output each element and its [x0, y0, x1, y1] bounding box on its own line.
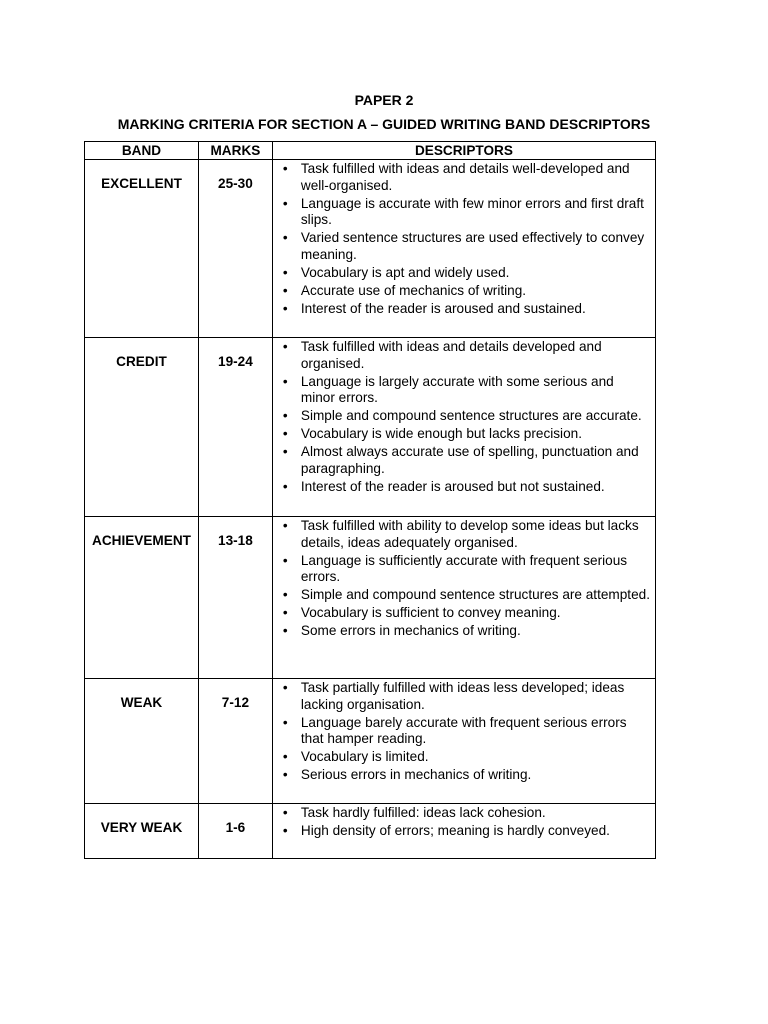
- band-cell: [85, 517, 199, 679]
- descriptor-item: • Language barely accurate with frequent serious errors that hamper reading.: [273, 715, 651, 748]
- descriptor-item: • Interest of the reader is aroused but not sustained.: [273, 479, 651, 496]
- descriptor-item: • Some errors in mechanics of writing.: [273, 623, 651, 640]
- marks-range: 25-30: [218, 176, 253, 191]
- descriptors-cell: [272, 804, 655, 859]
- descriptor-item: • Simple and compound sentence structures are accurate.: [273, 408, 651, 425]
- table-row: [85, 517, 656, 679]
- descriptors-cell: [272, 517, 655, 679]
- descriptor-item: • Varied sentence structures are used effectively to convey meaning.: [273, 230, 651, 263]
- band-label: EXCELLENT: [101, 176, 182, 191]
- descriptor-item: • Vocabulary is limited.: [273, 749, 651, 766]
- marks-range: 7-12: [221, 695, 250, 710]
- band-label: WEAK: [120, 695, 163, 710]
- marks-cell: [198, 804, 272, 859]
- marks-range: 13-18: [218, 533, 253, 548]
- descriptors-cell: [272, 338, 655, 517]
- descriptor-item: • High density of errors; meaning is hardly conveyed.: [273, 823, 651, 840]
- band-cell: [85, 338, 199, 517]
- descriptor-item: • Language is accurate with few minor errors and first draft slips.: [273, 196, 651, 229]
- descriptor-list: [273, 679, 655, 791]
- descriptor-item: • Task fulfilled with ability to develop some ideas but lacks details, ideas adequately organised.: [273, 518, 651, 551]
- descriptor-item: • Almost always accurate use of spelling, punctuation and paragraphing.: [273, 444, 651, 477]
- descriptor-item: • Language is sufficiently accurate with frequent serious errors.: [273, 553, 651, 586]
- paper-title: PAPER 2: [354, 92, 414, 108]
- marks-cell: [198, 160, 272, 338]
- table-row: [85, 338, 656, 517]
- table-row: [85, 679, 656, 804]
- marks-range: 1-6: [225, 820, 246, 835]
- table-header-row: [85, 142, 656, 160]
- marks-cell: [198, 517, 272, 679]
- descriptor-item: • Task hardly fulfilled: ideas lack cohesion.: [273, 805, 651, 822]
- column-header-marks: MARKS: [198, 142, 272, 160]
- descriptor-item: • Task partially fulfilled with ideas less developed; ideas lacking organisation.: [273, 680, 651, 713]
- band-cell: [85, 804, 199, 859]
- band-label: VERY WEAK: [100, 820, 183, 835]
- marks-range: 19-24: [218, 354, 253, 369]
- descriptors-cell: [272, 160, 655, 338]
- band-descriptors-table: [84, 141, 656, 859]
- marks-cell: [198, 338, 272, 517]
- descriptors-cell: [272, 679, 655, 804]
- table-row: [85, 804, 656, 859]
- criteria-title: MARKING CRITERIA FOR SECTION A – GUIDED WRITING BAND DESCRIPTORS: [117, 116, 651, 132]
- table-row: [85, 160, 656, 338]
- descriptor-item: • Accurate use of mechanics of writing.: [273, 283, 651, 300]
- descriptor-item: • Simple and compound sentence structures are attempted.: [273, 587, 651, 604]
- band-rows: [85, 160, 656, 859]
- descriptor-item: • Vocabulary is wide enough but lacks precision.: [273, 426, 651, 443]
- descriptor-item: • Task fulfilled with ideas and details well-developed and well-organised.: [273, 161, 651, 194]
- descriptor-item: • Task fulfilled with ideas and details developed and organised.: [273, 339, 651, 372]
- descriptor-list: [273, 517, 655, 647]
- column-header-band: BAND: [85, 142, 199, 160]
- band-cell: [85, 679, 199, 804]
- descriptor-item: • Vocabulary is apt and widely used.: [273, 265, 651, 282]
- descriptor-list: [273, 160, 655, 325]
- band-cell: [85, 160, 199, 338]
- descriptor-item: • Vocabulary is sufficient to convey meaning.: [273, 605, 651, 622]
- descriptor-item: • Interest of the reader is aroused and sustained.: [273, 301, 651, 318]
- descriptor-item: • Language is largely accurate with some serious and minor errors.: [273, 374, 651, 407]
- descriptor-list: [273, 338, 655, 503]
- descriptor-item: • Serious errors in mechanics of writing.: [273, 767, 651, 784]
- marks-cell: [198, 679, 272, 804]
- band-label: ACHIEVEMENT: [92, 533, 191, 548]
- column-header-descriptors: DESCRIPTORS: [272, 142, 655, 160]
- descriptor-list: [273, 804, 655, 847]
- band-label: CREDIT: [116, 354, 167, 369]
